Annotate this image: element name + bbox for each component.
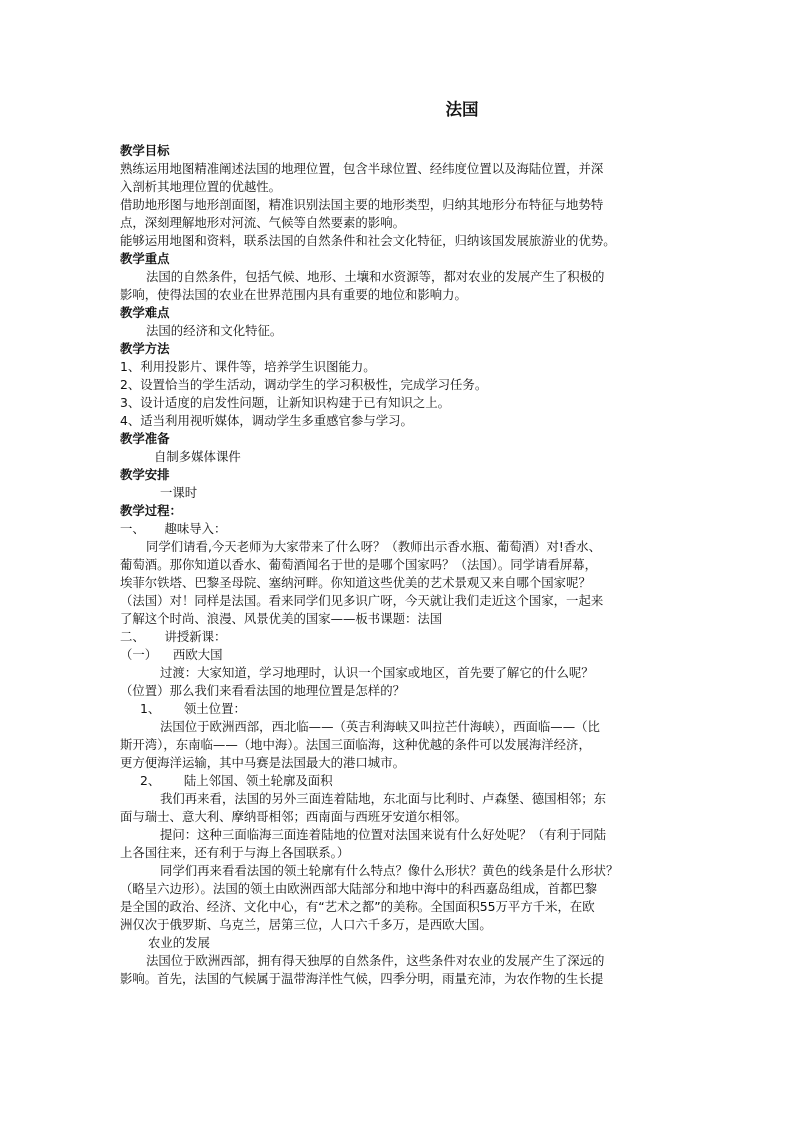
heading-process: 教学过程：: [120, 503, 182, 518]
paragraph: 点，深刻理解地形对河流、气候等自然要素的影响。: [120, 215, 405, 230]
subsection-heading: 农业的发展: [148, 935, 210, 950]
paragraph: 埃菲尔铁塔、巴黎圣母院、塞纳河畔。你知道这些优美的艺术景观又来自哪个国家呢？: [120, 575, 591, 590]
heading-schedule: 教学安排: [120, 467, 170, 482]
heading-difficulty: 教学难点: [120, 305, 170, 320]
subsection-heading: （一） 西欧大国: [120, 647, 223, 662]
paragraph: 法国位于欧洲西部，拥有得天独厚的自然条件，这些条件对农业的发展产生了深远的: [146, 953, 605, 968]
paragraph: 借助地形图与地形剖面图，精准识别法国主要的地形类型，归纳其地形分布特征与地势特: [120, 197, 604, 212]
paragraph: 葡萄酒。那你知道以香水、葡萄酒闻名于世的是哪个国家吗？（法国）。同学请看屏幕，: [120, 557, 598, 572]
paragraph: 自制多媒体课件: [154, 449, 241, 464]
paragraph: （法国）对！同样是法国。看来同学们见多识广呀，今天就让我们走近这个国家，一起来: [120, 593, 604, 608]
paragraph: 一课时: [160, 485, 198, 500]
heading-objectives: 教学目标: [120, 143, 170, 158]
paragraph: 入剖析其地理位置的优越性。: [120, 179, 282, 194]
section-heading: 二、 讲授新课：: [120, 629, 227, 644]
list-item: 2、设置恰当的学生活动，调动学生的学习积极性，完成学习任务。: [120, 377, 488, 392]
paragraph: 了解这个时尚、浪漫、风景优美的国家——板书课题：法国: [120, 611, 443, 626]
paragraph: 法国的自然条件，包括气候、地形、土壤和水资源等，都对农业的发展产生了积极的: [146, 269, 605, 284]
list-item: 3、设计适度的启发性问题，让新知识构建于已有知识之上。: [120, 395, 451, 410]
paragraph: 能够运用地图和资料，联系法国的自然条件和社会文化特征，归纳该国发展旅游业的优势。: [120, 233, 616, 248]
page-title: 法国: [445, 100, 479, 119]
paragraph: 影响，使得法国的农业在世界范围内具有重要的地位和影响力。: [120, 287, 467, 302]
section-heading: 一、 趣味导入：: [120, 521, 227, 536]
paragraph: 斯开湾），东南临——（地中海）。法国三面临海，这种优越的条件可以发展海洋经济，: [120, 737, 591, 752]
list-item: 1、利用投影片、课件等，培养学生识图能力。: [120, 359, 376, 374]
paragraph: 过渡：大家知道，学习地理时，认识一个国家或地区，首先要了解它的什么呢？: [160, 665, 594, 680]
paragraph: 面与瑞士、意大利、摩纳哥相邻；西南面与西班牙安道尔相邻。: [120, 809, 467, 824]
heading-method: 教学方法: [120, 341, 170, 356]
paragraph: 同学们请看,今天老师为大家带来了什么呀？（教师出示香水瓶、葡萄酒）对!香水、: [146, 539, 601, 554]
paragraph: 法国位于欧洲西部，西北临——（英吉利海峡又叫拉芒什海峡），西面临——（比: [160, 719, 600, 734]
subsection-heading: 2、 陆上邻国、领土轮廓及面积: [140, 773, 333, 788]
paragraph: 更方便海洋运输，其中马赛是法国最大的港口城市。: [120, 755, 405, 770]
paragraph: 洲仅次于俄罗斯、乌克兰，居第三位，人口六千多万，是西欧大国。: [120, 917, 492, 932]
paragraph: 法国的经济和文化特征。: [146, 323, 283, 338]
document-body: [120, 142, 690, 988]
paragraph: 是全国的政治、经济、文化中心，有“艺术之都”的美称。全国面积55万平方千米，在欧: [120, 899, 595, 914]
paragraph: 熟练运用地图精准阐述法国的地理位置，包含半球位置、经纬度位置以及海陆位置，并深: [120, 161, 604, 176]
heading-preparation: 教学准备: [120, 431, 170, 446]
paragraph: 上各国往来，还有利于与海上各国联系。）: [120, 845, 350, 860]
heading-key-points: 教学重点: [120, 251, 170, 266]
list-item: 4、适当利用视听媒体，调动学生多重感官参与学习。: [120, 413, 413, 428]
paragraph: 同学们再来看看法国的领土轮廓有什么特点？像什么形状？黄色的线条是什么形状？: [160, 863, 619, 878]
paragraph: 提问：这种三面临海三面连着陆地的位置对法国来说有什么好处呢？（有利于同陆: [160, 827, 607, 842]
paragraph: 我们再来看，法国的另外三面连着陆地，东北面与比利时、卢森堡、德国相邻；东: [160, 791, 607, 806]
paragraph: 影响。首先，法国的气候属于温带海洋性气候，四季分明，雨量充沛，为农作物的生长提: [120, 971, 604, 986]
paragraph: （略呈六边形）。法国的领土由欧洲西部大陆部分和地中海中的科西嘉岛组成，首都巴黎: [120, 881, 598, 896]
paragraph: （位置）那么我们来看看法国的地理位置是怎样的？: [120, 683, 405, 698]
subsection-heading: 1、 领土位置：: [140, 701, 246, 716]
